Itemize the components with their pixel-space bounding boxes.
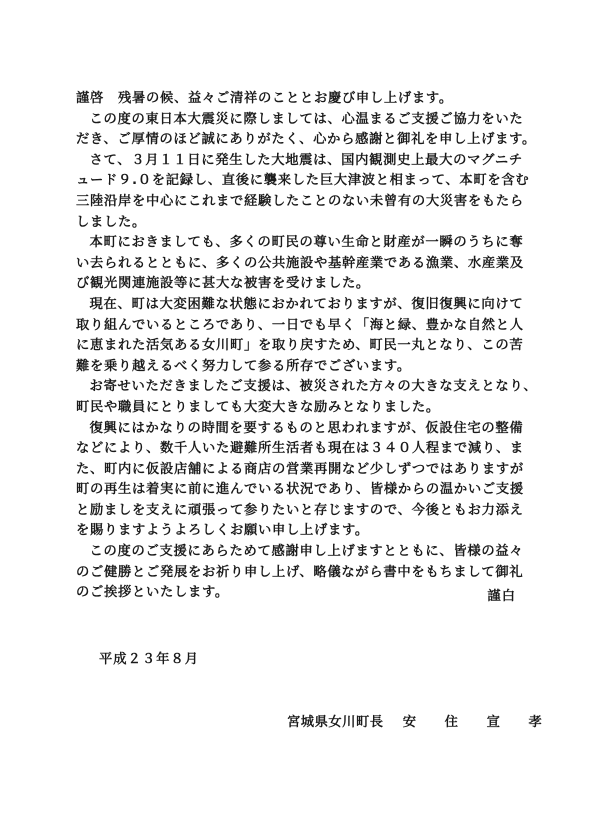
closing-salutation: 謹白 bbox=[487, 589, 516, 604]
letter-line: のご健勝とご発展をお祈り申し上げ、略儀ながら書中をもちまして御礼 bbox=[76, 564, 524, 580]
letter-line: さて、３月１１日に発生した大地震は、国内観測史上最大のマグニチ bbox=[89, 152, 523, 168]
signature-title: 宮城県女川町長 bbox=[287, 715, 384, 730]
letter-line: 難を乗り越えるべく努力して参る所存でございます。 bbox=[76, 358, 411, 374]
letter-line: 現在、町は大変困難な状態におかれておりますが、復旧復興に向けて bbox=[89, 296, 524, 312]
letter-line: のご挨拶といたします。 bbox=[76, 585, 229, 601]
letter-line: お寄せいただきましたご支援は、被災された方々の大きな支えとなり、 bbox=[89, 379, 538, 395]
letter-line: この度の東日本大震災に際しましては、心温まるご支援ご協力をいた bbox=[89, 111, 524, 127]
letter-line: 町民や職員にとりましても大変大きな励みとなりました。 bbox=[76, 399, 440, 415]
letter-line: 取り組んでいるところであり、一日でも早く「海と緑、豊かな自然と人 bbox=[76, 317, 524, 333]
signature-name: 安 住 宣 孝 bbox=[402, 715, 551, 730]
letter-line: ュード９.０を記録し、直後に襲来した巨大津波と相まって、本町を含む bbox=[76, 173, 530, 189]
letter-line: 謹啓 残暑の候、益々ご清祥のこととお慶び申し上げます。 bbox=[76, 91, 453, 106]
letter-line: 三陸沿岸を中心にこれまで経験したことのない未曾有の大災害をもたら bbox=[76, 193, 524, 209]
letter-date: 平成２３年８月 bbox=[99, 652, 200, 667]
letter-line: この度のご支援にあらためて感謝申し上げますとともに、皆様の益々 bbox=[89, 544, 524, 560]
letter-line: 復興にはかなりの時間を要するものと思われますが、仮設住宅の整備 bbox=[89, 420, 524, 436]
letter-line: 本町におきましても、多くの町民の尊い生命と財産が一瞬のうちに奪 bbox=[89, 235, 524, 251]
letter-line: い去られるとともに、多くの公共施設や基幹産業である漁業、水産業及 bbox=[76, 255, 524, 271]
letter-line: た、町内に仮設店舗による商店の営業再開など少しずつではありますが bbox=[76, 461, 524, 477]
letter-line: に恵まれた活気ある女川町」を取り戻すため、町民一丸となり、この苦 bbox=[76, 338, 524, 354]
letter-line: 町の再生は着実に前に進んでいる状況であり、皆様からの温かいご支援 bbox=[76, 482, 524, 498]
letter-line: だき、ご厚情のほど誠にありがたく、心から感謝と御礼を申し上げます。 bbox=[76, 132, 537, 148]
letter-body bbox=[76, 89, 538, 604]
letter-line: しました。 bbox=[76, 214, 146, 230]
letter-line: び観光関連施設等に甚大な被害を受けました。 bbox=[76, 276, 370, 292]
letter-line: を賜りますようよろしくお願い申し上げます。 bbox=[76, 523, 369, 539]
letter-line: などにより、数千人いた避難所生活者も現在は３４０人程まで減り、ま bbox=[76, 441, 524, 457]
letter-line: と励ましを支えに頑張って参りたいと存じますので、今後ともお力添え bbox=[76, 502, 524, 518]
signature-block bbox=[287, 711, 551, 730]
